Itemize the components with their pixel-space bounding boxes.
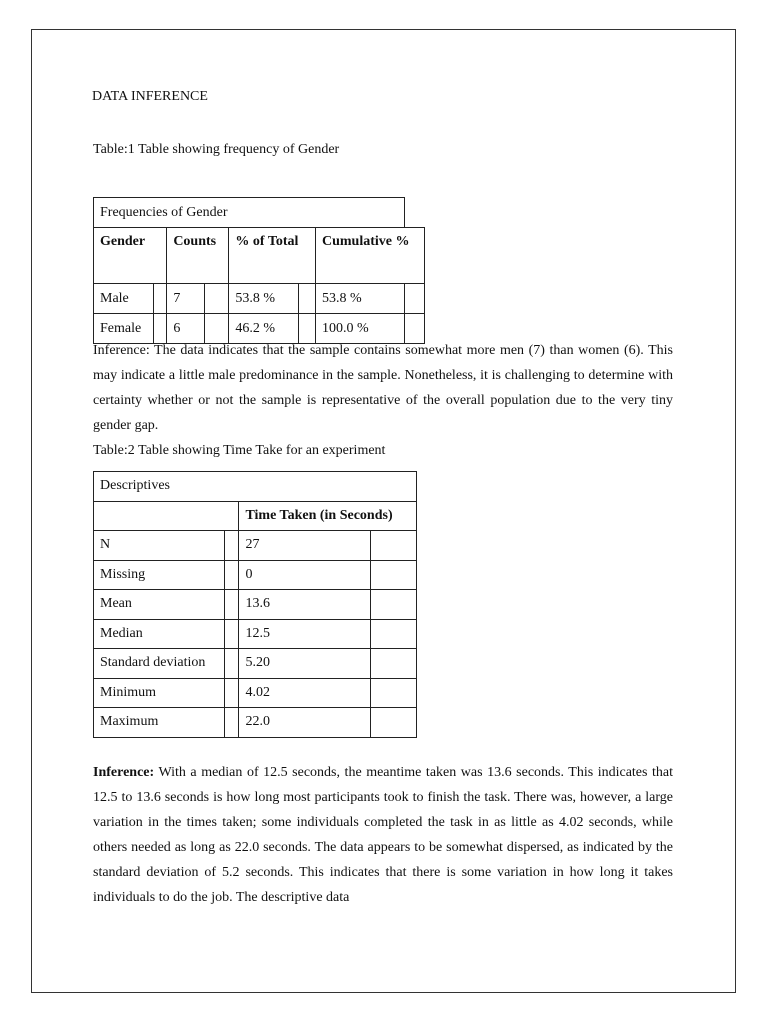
count-cell: 6	[167, 314, 205, 344]
stat-value: 5.20	[239, 649, 370, 679]
spacer-cell	[225, 649, 239, 679]
header-cumulative: Cumulative %	[315, 228, 424, 284]
header-gender: Gender	[94, 228, 167, 284]
inference-paragraph-1: Inference: The data indicates that the sample contains somewhat more men (7) than women (6). This may indicate a little male predominance in the sample. Nonetheless, it is challenging to determine with certainty whether or not the sample is representative of the overall population due to the very tiny gender gap.	[93, 343, 673, 433]
cumulative-cell: 100.0 %	[315, 314, 404, 344]
spacer-cell	[225, 678, 239, 708]
gender-cell: Female	[94, 314, 154, 344]
count-cell: 7	[167, 284, 205, 314]
table-row	[94, 708, 417, 738]
spacer-cell	[370, 649, 416, 679]
spacer-cell	[370, 531, 416, 561]
table2-caption	[93, 443, 385, 459]
stat-value: 22.0	[239, 708, 370, 738]
cumulative-cell: 53.8 %	[315, 284, 404, 314]
table-row	[94, 284, 425, 314]
document-heading: DATA INFERENCE	[92, 89, 208, 104]
percent-cell: 53.8 %	[229, 284, 298, 314]
table1-caption: Table:1 Table showing frequency of Gender	[93, 142, 340, 157]
stat-label: Median	[94, 619, 225, 649]
empty-header-cell	[94, 501, 239, 531]
spacer-cell	[404, 284, 424, 314]
table2-caption-rest: Time Take for an experiment	[219, 443, 386, 458]
table-row	[94, 531, 417, 561]
stat-value: 13.6	[239, 590, 370, 620]
spacer-cell	[204, 284, 228, 314]
header-counts: Counts	[167, 228, 229, 284]
spacer-cell	[225, 590, 239, 620]
spacer-cell	[370, 708, 416, 738]
stat-value: 27	[239, 531, 370, 561]
inference-label: Inference:	[93, 765, 155, 780]
stat-label: Mean	[94, 590, 225, 620]
percent-cell: 46.2 %	[229, 314, 298, 344]
table-row	[94, 678, 417, 708]
stat-value: 0	[239, 560, 370, 590]
table-row	[94, 649, 417, 679]
spacer-cell	[370, 560, 416, 590]
spacer-cell	[370, 590, 416, 620]
table-row	[94, 560, 417, 590]
table-row	[94, 619, 417, 649]
spacer-cell	[225, 708, 239, 738]
stat-value: 4.02	[239, 678, 370, 708]
table2-title: Descriptives	[94, 472, 417, 502]
spacer-cell	[225, 560, 239, 590]
spacer-cell	[154, 284, 167, 314]
inference-text: With a median of 12.5 seconds, the meantime taken was 13.6 seconds. This indicates that 12.5 to 13.6 seconds is how long most participants took to finish the task. There was, however, a large variation in the times taken; some individuals completed the task in as little as 4.02 seconds, while others needed as long as 22.0 seconds. The data appears to be somewhat dispersed, as indicated by the standard deviation of 5.2 seconds. This indicates that there is some variation in how long it takes individuals to do the job. The descriptive data	[93, 765, 673, 905]
table1-title: Frequencies of Gender	[94, 198, 405, 228]
header-percent-total: % of Total	[229, 228, 316, 284]
gender-cell: Male	[94, 284, 154, 314]
table-row	[94, 590, 417, 620]
stat-label: Standard deviation	[94, 649, 225, 679]
stat-value: 12.5	[239, 619, 370, 649]
stat-label: Minimum	[94, 678, 225, 708]
spacer-cell	[298, 284, 315, 314]
spacer-cell	[225, 531, 239, 561]
stat-label: N	[94, 531, 225, 561]
table2-caption-prefix: Table:2 Table showing	[93, 443, 220, 458]
spacer-cell	[370, 678, 416, 708]
stat-label: Missing	[94, 560, 225, 590]
descriptives-table	[93, 471, 417, 738]
time-taken-header: Time Taken (in Seconds)	[239, 501, 417, 531]
inference-paragraph-2	[93, 760, 673, 910]
gender-frequency-table	[93, 197, 425, 344]
spacer-cell	[370, 619, 416, 649]
spacer-cell	[225, 619, 239, 649]
stat-label: Maximum	[94, 708, 225, 738]
